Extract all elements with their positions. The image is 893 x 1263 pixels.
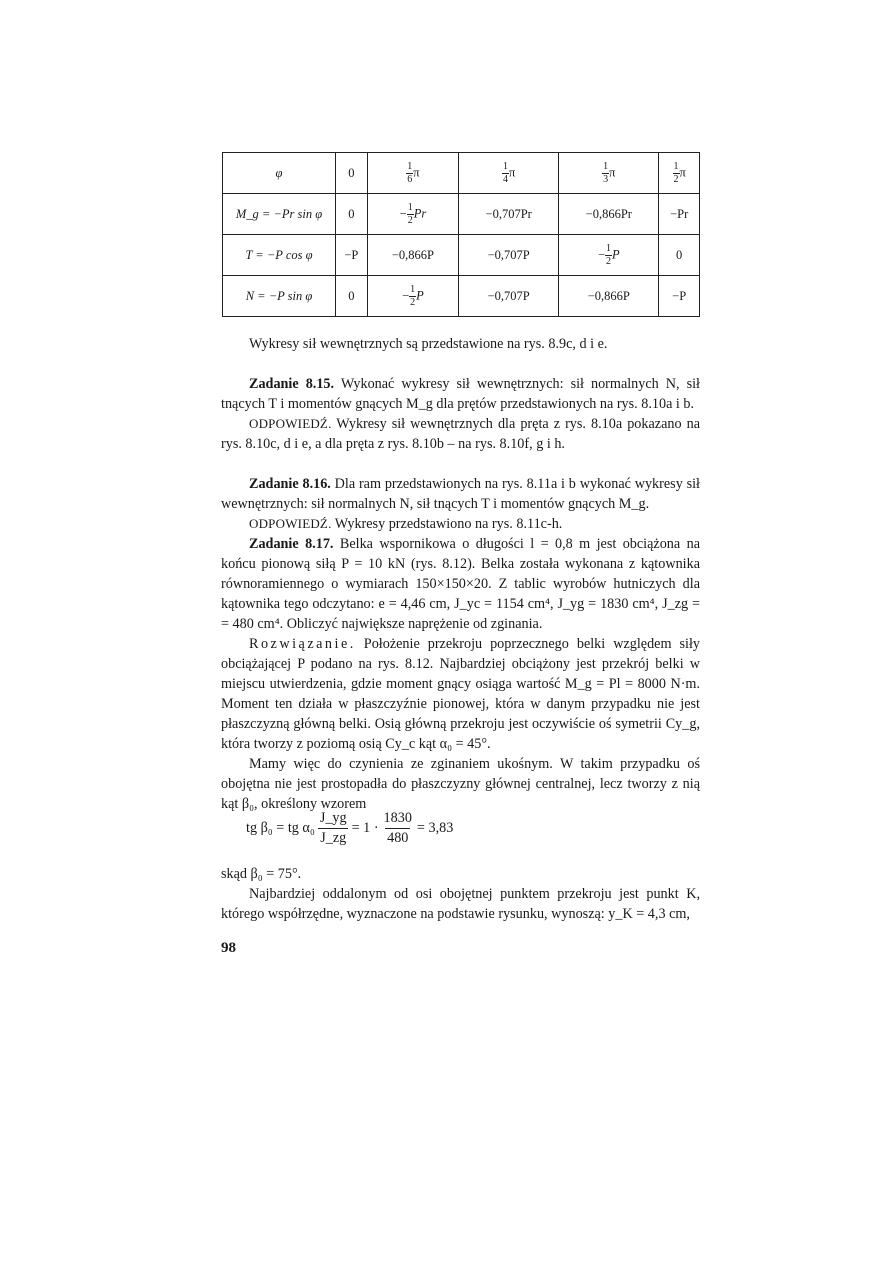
task-8-16 [221,474,700,534]
table-cell: 0 [336,153,368,194]
table-cell: − $\frac{1}{2}$ P [559,235,659,276]
task-answer: ODPOWIEDŹ. Wykresy przedstawiono na rys. 8.11c-h. [249,516,563,532]
table-cell: −P [659,276,700,317]
paragraph-8-14-conclusion [221,334,700,354]
task-statement: Zadanie 8.15. Wykonać wykresy sił wewnętrznych: sił normalnych N, sił tnących T i momentów gnących M_g dla prętów przedstawionych na rys. 8.10a i b. [221,376,700,412]
answer-label: ODPOWIEDŹ. [249,516,332,531]
internal-forces-table [222,152,700,317]
table-cell: −0,866P [559,276,659,317]
table-cell: $\frac{1}{3}$ π [559,153,659,194]
paragraph: skąd β₀ = 75°. [221,866,302,882]
task-title: Zadanie 8.16. [249,476,331,492]
task-8-17 [221,534,700,814]
table-cell: −0,866Pr [559,194,659,235]
table-cell: −0,866P [367,235,458,276]
row-label-t: T = −P cos φ [223,235,336,276]
answer-label: ODPOWIEDŹ. [249,416,332,431]
task-statement: Zadanie 8.17. Belka wspornikowa o długości l = 0,8 m jest obciążona na końcu pionową siłą P = 10 kN (rys. 8.12). Belka została wykonana z kątownika równoramiennego o wymiarach 150×150×20. Z tablic wyrobów hutniczych dla kątownika tego odczytano: e = 4,46 cm, J_yc = 1154 cm⁴, J_yg = 1830 cm⁴, J_zg = = 480 cm⁴. Obliczyć największe naprężenie od zginania. [221,536,700,632]
table-cell: −P [336,235,368,276]
task-statement: Zadanie 8.16. Dla ram przedstawionych na rys. 8.11a i b wykonać wykresy sił wewnętrznych: sił normalnych N, sił tnących T i momentów gnących M_g. [221,476,700,512]
table-row [223,194,700,235]
task-answer: ODPOWIEDŹ. Wykresy sił wewnętrznych dla pręta z rys. 8.10a pokazano na rys. 8.10c, d i e, a dla pręta z rys. 8.10b – na rys. 8.10f, g i h. [221,416,700,452]
task-8-15 [221,374,700,454]
task-8-17-continued [221,864,700,924]
table-cell: 0 [659,235,700,276]
table-header-row [223,153,700,194]
table-header-label: φ [223,153,336,194]
table-cell: − $\frac{1}{2}$ P [367,276,458,317]
table-cell: $\frac{1}{2}$ π [659,153,700,194]
table-cell: −Pr [659,194,700,235]
table-cell: − $\frac{1}{2}$ Pr [367,194,458,235]
table-row [223,235,700,276]
table-cell: $\frac{1}{6}$ π [367,153,458,194]
paragraph: Mamy więc do czynienia ze zginaniem ukośnym. W takim przypadku oś obojętna nie jest prostopadła do płaszczyzny głównej centralnej, lecz tworzy z nią kąt β₀, określony wzorem [221,756,700,812]
paragraph: Najbardziej oddalonym od osi obojętnej punktem przekroju jest punkt K, którego współrzędne, wyznaczone na podstawie rysunku, wynoszą: y_K = 4,3 cm, [221,886,700,922]
beta-formula: tg β₀ = tg α₀ $\frac{J\_yg}{J\_zg}$ = 1 · $\frac{1830}{480}$ = 3,83 [246,810,454,846]
paragraph: Wykresy sił wewnętrznych są przedstawione na rys. 8.9c, d i e. [249,336,608,352]
table-cell: −0,707P [459,235,559,276]
table-cell: $\frac{1}{4}$ π [459,153,559,194]
task-title: Zadanie 8.17. [249,536,334,552]
table-cell: 0 [336,276,368,317]
table-row [223,276,700,317]
row-label-n: N = −P sin φ [223,276,336,317]
task-title: Zadanie 8.15. [249,376,335,392]
table-cell: 0 [336,194,368,235]
table-cell: −0,707Pr [459,194,559,235]
solution-label: Rozwiązanie. [249,636,356,652]
table-cell: −0,707P [459,276,559,317]
solution-paragraph: Rozwiązanie. Położenie przekroju poprzecznego belki względem siły obciążającej P podano na rys. 8.12. Najbardziej obciążony jest przekrój belki w miejscu utwierdzenia, gdzie moment gnący osiąga wartość M_g = Pl = 8000 N·m. Moment ten działa w płaszczyźnie pionowej, która w danym przypadku nie jest płaszczyzną główną belki. Osią główną przekroju jest oczywiście oś symetrii Cy_g, która tworzy z poziomą osią Cy_c kąt α₀ = 45°. [221,636,700,752]
page-number: 98 [221,940,236,956]
row-label-mg: M_g = −Pr sin φ [223,194,336,235]
